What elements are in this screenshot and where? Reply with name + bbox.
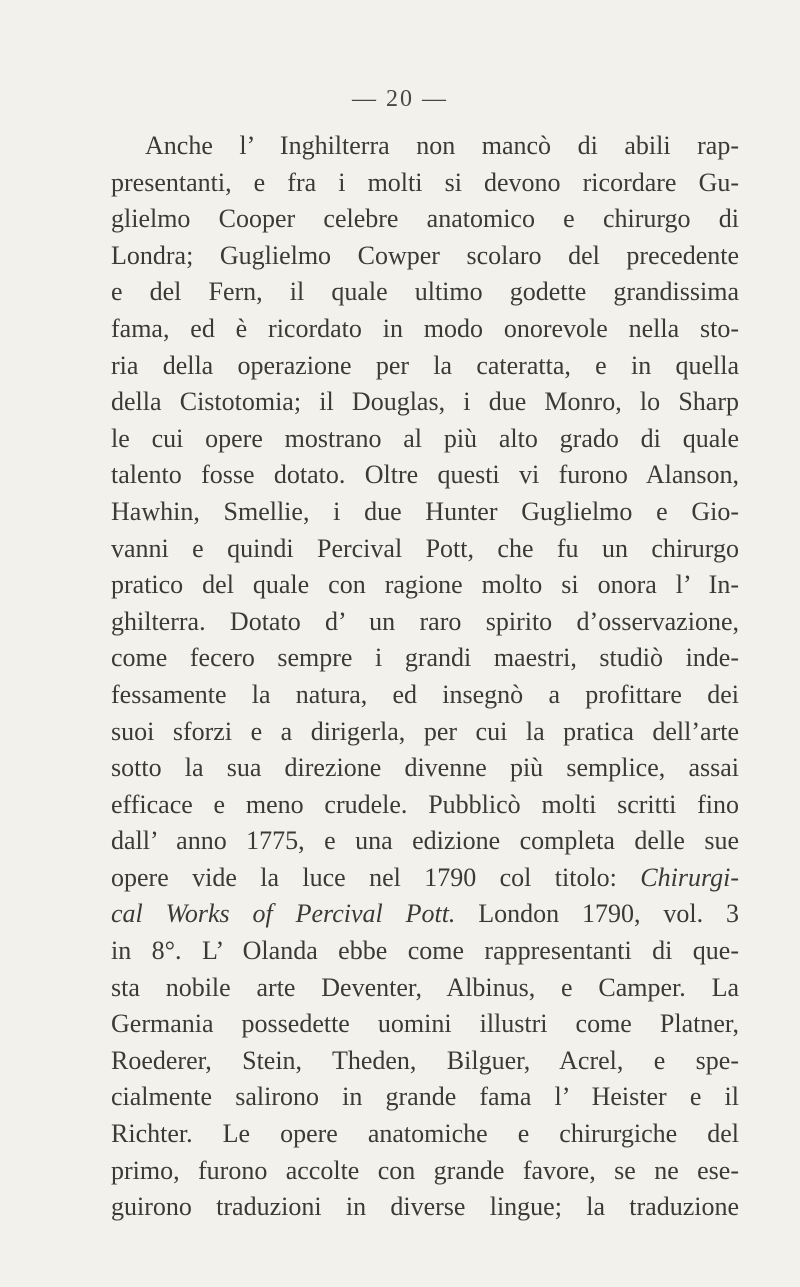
text-line: della Cistotomia; il Douglas, i due Monro, lo Sharp — [111, 387, 739, 417]
text-line: in 8°. L’ Olanda ebbe come rappresentanti di que- — [111, 936, 739, 966]
text-line: dall’ anno 1775, e una edizione completa delle sue — [111, 826, 739, 856]
text-line: talento fosse dotato. Oltre questi vi furono Alanson, — [111, 460, 739, 490]
text-line: Richter. Le opere anatomiche e chirurgiche del — [111, 1119, 739, 1149]
text-line: come fecero sempre i grandi maestri, studiò inde- — [111, 643, 739, 673]
text-line: sta nobile arte Deventer, Albinus, e Camper. La — [111, 972, 739, 1002]
text-line: presentanti, e fra i molti si devono ricordare Gu- — [111, 167, 739, 197]
text-line: Hawhin, Smellie, i due Hunter Guglielmo e Gio- — [111, 496, 739, 526]
text-line: fama, ed è ricordato in modo onorevole nella sto- — [111, 313, 739, 343]
text-line: ria della operazione per la cateratta, e in quella — [111, 350, 739, 380]
text-line: sotto la sua direzione divenne più semplice, assai — [111, 753, 739, 783]
body-text — [111, 128, 739, 1226]
text-line: e del Fern, il quale ultimo godette grandissima — [111, 277, 739, 307]
text-line: Germania possedette uomini illustri come Platner, — [111, 1009, 739, 1039]
text-line: le cui opere mostrano al più alto grado di quale — [111, 423, 739, 453]
italic-title-run: Chirurgi- — [640, 862, 739, 892]
text-run: opere vide la luce nel 1790 col titolo: — [111, 862, 641, 892]
italic-title-run: cal Works of Percival Pott. — [111, 899, 456, 929]
text-line: Anche l’ Inghilterra non mancò di abili rap- — [145, 131, 739, 160]
text-line — [111, 896, 739, 933]
text-line: efficace e meno crudele. Pubblicò molti scritti fino — [111, 789, 739, 819]
text-line: pratico del quale con ragione molto si onora l’ In- — [111, 570, 739, 600]
text-line: cialmente salirono in grande fama l’ Heister e il — [111, 1082, 739, 1112]
text-line: suoi sforzi e a dirigerla, per cui la pratica dell’arte — [111, 716, 739, 746]
text-line: primo, furono accolte con grande favore, se ne ese- — [111, 1155, 739, 1185]
text-line: ghilterra. Dotato d’ un raro spirito d’osservazione, — [111, 606, 739, 636]
text-line: Roederer, Stein, Theden, Bilguer, Acrel, e spe- — [111, 1045, 739, 1075]
text-line: fessamente la natura, ed insegnò a profittare dei — [111, 679, 739, 709]
text-line: glielmo Cooper celebre anatomico e chirurgo di — [111, 204, 739, 234]
text-line: vanni e quindi Percival Pott, che fu un chirurgo — [111, 533, 739, 563]
page-number: — 20 — — [352, 86, 448, 112]
text-line: guirono traduzioni in diverse lingue; la traduzione — [111, 1192, 739, 1222]
text-line — [111, 860, 739, 897]
text-line: Londra; Guglielmo Cowper scolaro del precedente — [111, 240, 739, 270]
text-run: London 1790, vol. 3 — [455, 899, 740, 929]
